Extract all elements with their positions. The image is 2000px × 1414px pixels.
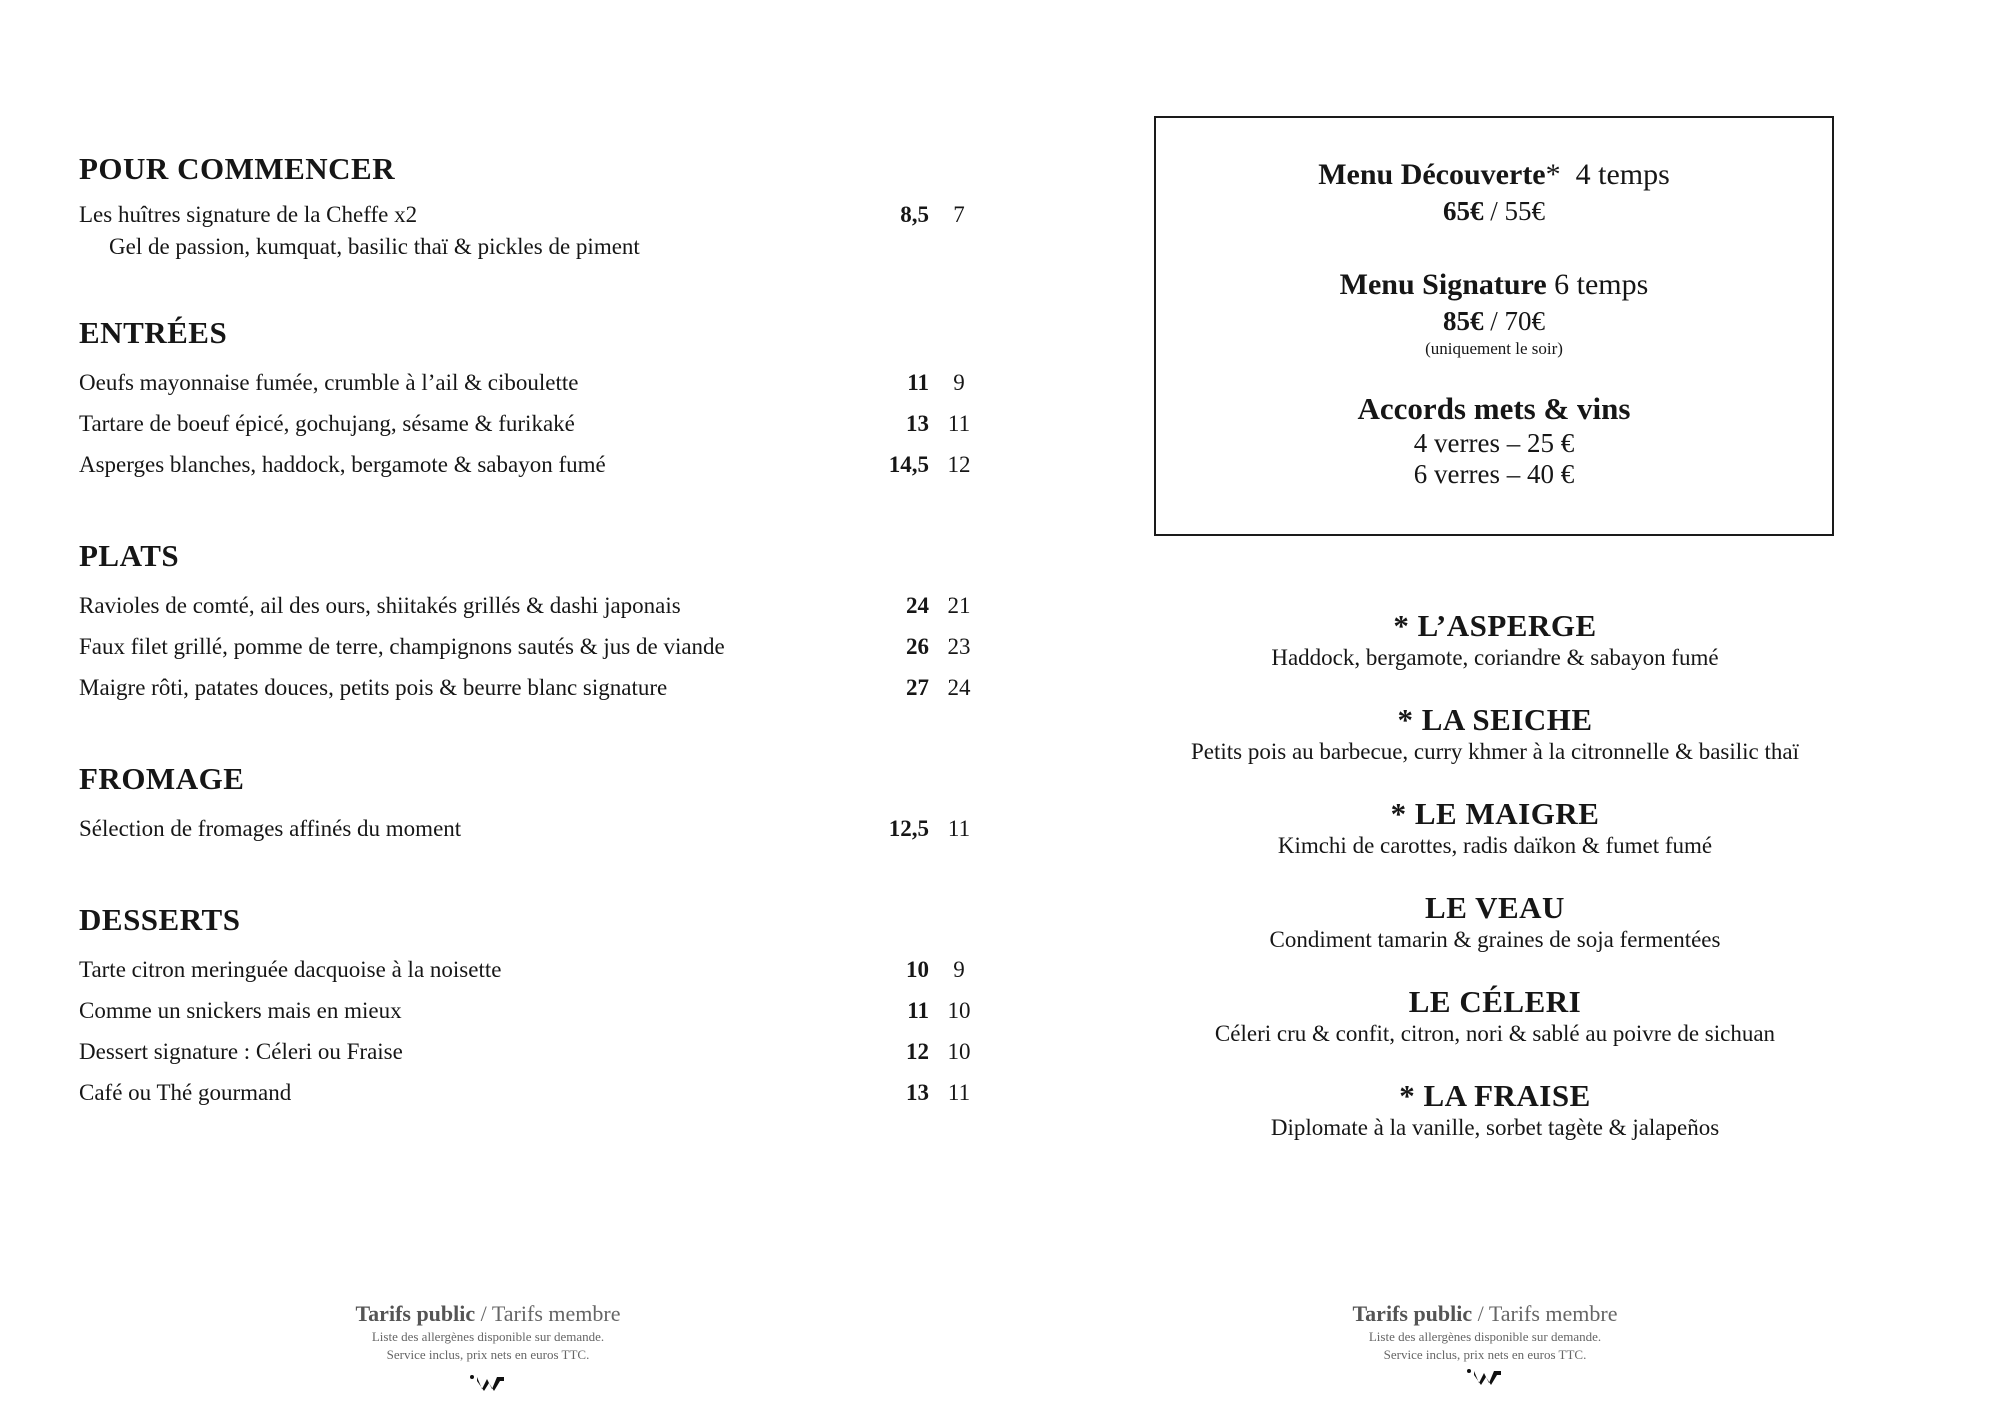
price-public: 10: [906, 957, 929, 982]
menu-decouverte-title: [1156, 156, 1832, 194]
menu-decouverte-price: [1156, 194, 1832, 228]
legend-separator: /: [480, 1301, 487, 1326]
item-name: Oeufs mayonnaise fumée, crumble à l’ail & ciboulette: [79, 370, 579, 395]
section-title: FROMAGE: [79, 761, 245, 796]
price-member: 23: [947, 634, 971, 659]
section-title: ENTRÉES: [79, 315, 228, 350]
price-public: 85€: [1442, 306, 1484, 336]
course-title: * L’ASPERGE: [1393, 608, 1597, 643]
footer-left: [288, 1300, 688, 1392]
a-la-carte-column: [79, 150, 971, 1165]
course-description: Céleri cru & confit, citron, nori & sablé au poivre de sichuan: [1214, 1021, 1776, 1046]
price-separator: /: [1490, 196, 1498, 226]
menu-item: [79, 808, 971, 849]
menu-name: Menu Signature: [1339, 268, 1547, 301]
course-title: LE CÉLERI: [1408, 984, 1582, 1019]
wine-pairing-option: 6 verres – 40 €: [1413, 459, 1575, 489]
section-entrees: [79, 314, 971, 485]
price-public: 27: [906, 675, 929, 700]
item-name: Asperges blanches, haddock, bergamote & sabayon fumé: [79, 452, 606, 477]
tasting-menu-box: [1154, 116, 1834, 536]
section-desserts: [79, 901, 971, 1113]
price-member: 55€: [1504, 196, 1545, 226]
item-name: Sélection de fromages affinés du moment: [79, 816, 462, 841]
menu-item: [79, 585, 971, 626]
service-note: Service inclus, prix nets en euros TTC.: [1383, 1347, 1587, 1362]
price-public: 8,5: [900, 202, 929, 227]
menu-item: [79, 444, 971, 485]
price-member: 11: [947, 411, 971, 436]
menu-courses: 4 temps: [1575, 158, 1670, 191]
price-public: 11: [907, 370, 929, 395]
section-plats: [79, 537, 971, 708]
course-title: * LE MAIGRE: [1390, 796, 1600, 831]
menu-signature-price: [1156, 304, 1832, 338]
menu-signature-title: [1156, 266, 1832, 304]
menu-item: [79, 1031, 971, 1072]
price-member: 21: [947, 593, 971, 618]
brand-w-logo-icon: [1465, 1366, 1505, 1386]
legend-public: Tarifs public: [355, 1301, 476, 1326]
allergen-note: Liste des allergènes disponible sur demande.: [371, 1329, 605, 1344]
course-description: Haddock, bergamote, coriandre & sabayon fumé: [1271, 645, 1719, 670]
price-public: 12,5: [888, 816, 929, 841]
price-public: 24: [906, 593, 929, 618]
allergen-note: Liste des allergènes disponible sur demande.: [1368, 1329, 1602, 1344]
footer-right: [1285, 1300, 1685, 1386]
price-public: 13: [906, 1080, 929, 1105]
item-name: Tarte citron meringuée dacquoise à la noisette: [79, 957, 502, 982]
price-public: 65€: [1442, 196, 1484, 226]
price-member: 70€: [1504, 306, 1545, 336]
evening-only-note: (uniquement le soir): [1425, 339, 1563, 358]
course-description: Petits pois au barbecue, curry khmer à la citronnelle & basilic thaï: [1190, 739, 1800, 764]
price-separator: /: [1490, 306, 1498, 336]
menu-courses: 6 temps: [1554, 268, 1649, 301]
item-name: Café ou Thé gourmand: [79, 1080, 292, 1105]
course-title: * LA SEICHE: [1397, 702, 1593, 737]
menu-item: [79, 403, 971, 444]
menu-item: [79, 198, 965, 232]
price-member: 10: [947, 998, 971, 1023]
item-name: Comme un snickers mais en mieux: [79, 998, 402, 1023]
wine-pairing-title: Accords mets & vins: [1357, 391, 1631, 426]
section-title: PLATS: [79, 538, 180, 573]
course-item: [1100, 796, 1890, 860]
item-description: Gel de passion, kumquat, basilic thaï & pickles de piment: [109, 234, 640, 259]
wine-pairing-option: 4 verres – 25 €: [1413, 428, 1575, 458]
price-member: 11: [947, 816, 971, 841]
service-note: Service inclus, prix nets en euros TTC.: [386, 1347, 590, 1362]
menu-item: [79, 990, 971, 1031]
course-description: Kimchi de carottes, radis daïkon & fumet fumé: [1277, 833, 1713, 858]
menu-item: [79, 362, 965, 403]
legend-separator: /: [1477, 1301, 1484, 1326]
brand-w-logo-icon: [468, 1372, 508, 1392]
legend-member: Tarifs membre: [491, 1301, 621, 1326]
course-item: [1100, 608, 1890, 672]
price-member: 9: [953, 957, 965, 982]
item-name: Ravioles de comté, ail des ours, shiitakés grillés & dashi japonais: [79, 593, 681, 618]
menu-item: [79, 667, 971, 708]
price-legend: [1285, 1300, 1685, 1328]
price-public: 11: [907, 998, 929, 1023]
item-name: Les huîtres signature de la Cheffe x2: [79, 202, 418, 227]
menu-item: [79, 626, 971, 667]
course-description: Diplomate à la vanille, sorbet tagète & jalapeños: [1270, 1115, 1720, 1140]
section-pour-commencer: [79, 150, 965, 262]
price-public: 26: [906, 634, 929, 659]
price-public: 13: [906, 411, 929, 436]
price-member: 24: [947, 675, 971, 700]
course-item: [1100, 702, 1890, 766]
menu-name: Menu Découverte: [1318, 158, 1546, 191]
course-description: Condiment tamarin & graines de soja fermentées: [1269, 927, 1721, 952]
asterisk-mark: *: [1545, 158, 1561, 191]
menu-item: [79, 949, 965, 990]
price-member: 9: [953, 370, 965, 395]
course-title: * LA FRAISE: [1399, 1078, 1591, 1113]
section-title: DESSERTS: [79, 902, 241, 937]
price-member: 12: [947, 452, 971, 477]
section-fromage: [79, 760, 971, 849]
item-name: Faux filet grillé, pomme de terre, champignons sautés & jus de viande: [79, 634, 725, 659]
item-name: Tartare de boeuf épicé, gochujang, sésame & furikaké: [79, 411, 575, 436]
menu-item: [79, 1072, 971, 1113]
price-member: 11: [947, 1080, 971, 1105]
course-title: LE VEAU: [1425, 890, 1565, 925]
price-member: 10: [947, 1039, 971, 1064]
course-item: [1100, 984, 1890, 1048]
item-name: Dessert signature : Céleri ou Fraise: [79, 1039, 403, 1064]
section-title: POUR COMMENCER: [79, 151, 396, 186]
course-item: [1100, 1078, 1890, 1142]
course-item: [1100, 890, 1890, 954]
price-legend: [288, 1300, 688, 1328]
price-public: 14,5: [888, 452, 929, 477]
legend-member: Tarifs membre: [1488, 1301, 1618, 1326]
item-name: Maigre rôti, patates douces, petits pois & beurre blanc signature: [79, 675, 668, 700]
price-public: 12: [906, 1039, 929, 1064]
legend-public: Tarifs public: [1352, 1301, 1473, 1326]
tasting-courses-list: [1100, 608, 1890, 1172]
price-member: 7: [953, 202, 965, 227]
